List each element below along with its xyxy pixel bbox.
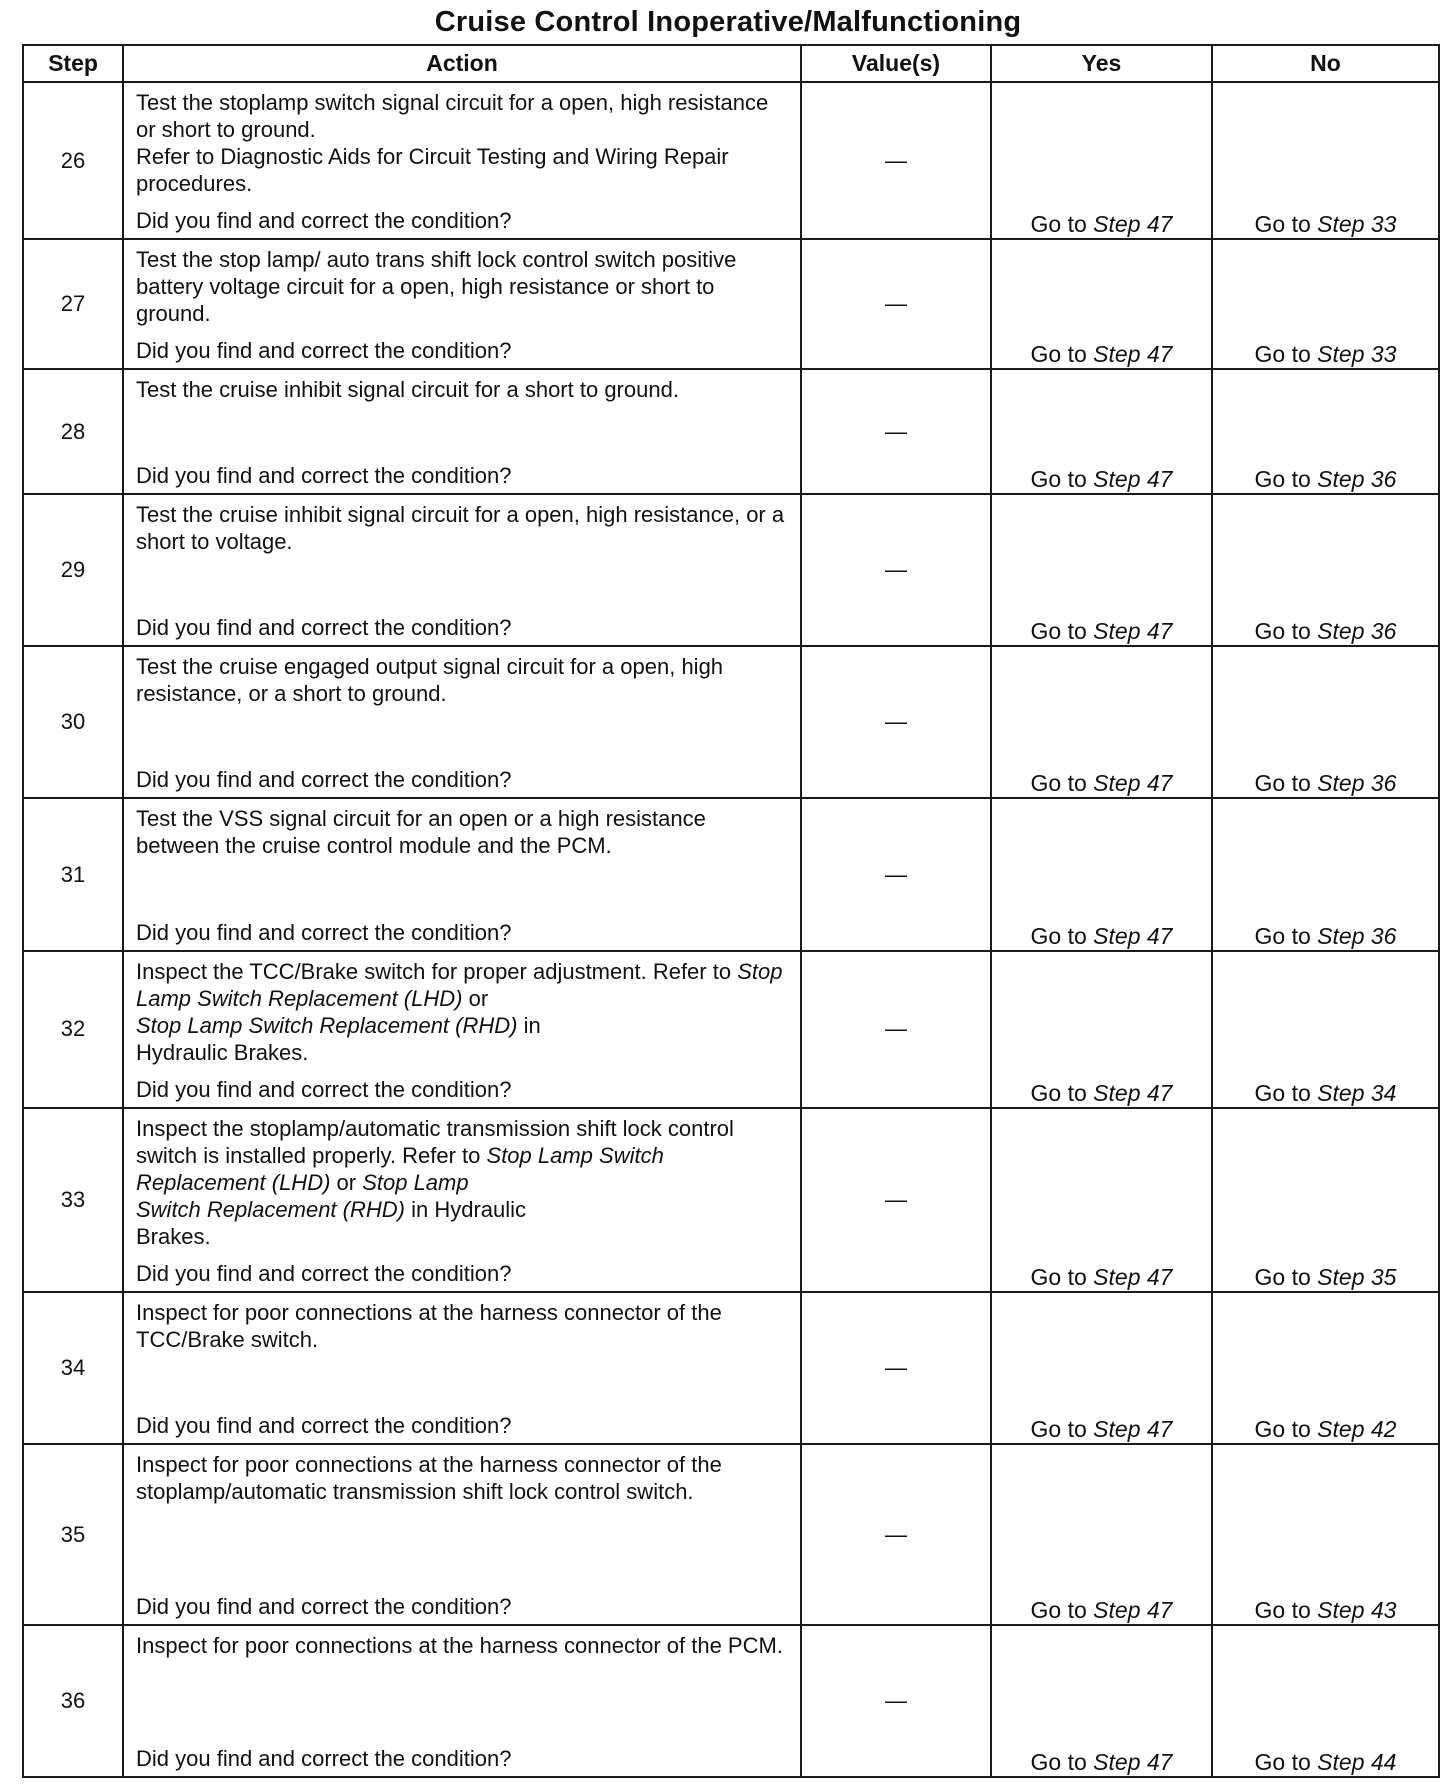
no-cell [1212, 1108, 1439, 1292]
yes-cell [991, 494, 1212, 646]
no-step-reference: Step 44 [1317, 1749, 1397, 1775]
no-step-reference: Step 36 [1317, 466, 1397, 493]
value-cell: — [801, 1625, 991, 1777]
action-question: Did you find and correct the condition? [136, 1261, 512, 1287]
action-question: Did you find and correct the condition? [136, 338, 512, 364]
no-cell [1212, 239, 1439, 369]
table-row [23, 646, 1439, 798]
yes-go-to-label: Go to [1030, 1596, 1094, 1623]
yes-cell [991, 1108, 1212, 1292]
action-question: Did you find and correct the condition? [136, 1746, 512, 1771]
action-segment: Inspect for poor connections at the harness connector of the stoplamp/automatic transmission shift lock control switch. [136, 1452, 722, 1505]
header-values: Value(s) [801, 45, 991, 82]
action-text [136, 653, 790, 741]
step-number: 35 [23, 1444, 123, 1624]
yes-cell [991, 1292, 1212, 1444]
table-row [23, 369, 1439, 494]
action-segment: in Hydraulic [404, 1196, 527, 1222]
yes-step-reference: Step 47 [1093, 770, 1173, 797]
yes-step-reference: Step 47 [1093, 618, 1173, 645]
yes-cell [991, 798, 1212, 950]
no-step-reference: Step 36 [1317, 618, 1397, 645]
value-cell: — [801, 239, 991, 369]
value-cell: — [801, 1292, 991, 1444]
action-question: Did you find and correct the condition? [136, 1076, 512, 1102]
action-segment: Inspect the stoplamp/automatic transmission shift lock control switch is installed properly. Refer to [136, 1115, 734, 1168]
table-row [23, 1625, 1439, 1777]
action-text [136, 501, 790, 589]
table-row [23, 494, 1439, 646]
table-row [23, 951, 1439, 1108]
yes-step-reference: Step 47 [1093, 922, 1173, 949]
no-go-to-label: Go to [1254, 922, 1318, 949]
yes-cell [991, 239, 1212, 369]
action-cell [123, 1444, 801, 1624]
yes-go-to-label: Go to [1030, 770, 1094, 797]
diagnostic-table [22, 44, 1440, 1778]
yes-go-to-label: Go to [1030, 1079, 1094, 1106]
yes-cell [991, 1625, 1212, 1777]
no-go-to-label: Go to [1254, 1416, 1318, 1443]
page-title: Cruise Control Inoperative/Malfunctioning [434, 6, 1022, 38]
step-number: 34 [23, 1292, 123, 1444]
yes-go-to-label: Go to [1030, 1749, 1094, 1775]
table-header-row [23, 45, 1439, 82]
no-go-to-label: Go to [1254, 1079, 1318, 1106]
yes-step-reference: Step 47 [1093, 466, 1173, 493]
no-cell [1212, 798, 1439, 950]
step-number: 28 [23, 369, 123, 494]
value-cell: — [801, 369, 991, 494]
no-step-reference: Step 33 [1317, 341, 1397, 368]
no-cell [1212, 1625, 1439, 1777]
yes-cell [991, 369, 1212, 494]
no-cell [1212, 951, 1439, 1108]
no-cell [1212, 1292, 1439, 1444]
action-question: Did you find and correct the condition? [136, 1593, 512, 1619]
yes-step-reference: Step 47 [1093, 1416, 1173, 1443]
no-cell [1212, 646, 1439, 798]
no-cell [1212, 369, 1439, 494]
action-cell [123, 1292, 801, 1444]
action-segment: Test the stoplamp switch signal circuit for a open, high resistance or short to ground. [136, 90, 769, 142]
action-cell [123, 798, 801, 950]
value-cell: — [801, 82, 991, 239]
no-go-to-label: Go to [1254, 1264, 1318, 1291]
yes-go-to-label: Go to [1030, 466, 1094, 493]
action-segment: or [330, 1169, 363, 1195]
no-step-reference: Step 35 [1317, 1264, 1397, 1291]
no-go-to-label: Go to [1254, 770, 1318, 797]
action-segment: Test the cruise inhibit signal circuit for a short to ground. [136, 377, 679, 403]
no-go-to-label: Go to [1254, 466, 1318, 493]
reference-title: Stop Lamp Switch Replacement (RHD) [136, 1012, 518, 1038]
yes-step-reference: Step 47 [1093, 211, 1173, 238]
step-number: 26 [23, 82, 123, 239]
yes-step-reference: Step 47 [1093, 1596, 1173, 1623]
no-cell [1212, 82, 1439, 239]
no-step-reference: Step 33 [1317, 211, 1397, 238]
table-row [23, 82, 1439, 239]
value-cell: — [801, 1444, 991, 1624]
action-segment: in [517, 1012, 541, 1038]
no-cell [1212, 494, 1439, 646]
action-text [136, 376, 790, 437]
header-action: Action [123, 45, 801, 82]
reference-title: Switch Replacement (RHD) [136, 1196, 405, 1222]
action-question: Did you find and correct the condition? [136, 615, 512, 641]
action-question: Did you find and correct the condition? [136, 1413, 512, 1439]
value-cell: — [801, 494, 991, 646]
table-row [23, 239, 1439, 369]
reference-title: Stop Lamp [362, 1169, 469, 1195]
action-segment: or [462, 985, 489, 1011]
action-segment: Test the VSS signal circuit for an open or a high resistance between the cruise control module and the PCM. [136, 806, 706, 859]
action-cell [123, 82, 801, 239]
action-segment: Inspect the TCC/Brake switch for proper adjustment. Refer to [136, 958, 738, 984]
step-number: 27 [23, 239, 123, 369]
yes-go-to-label: Go to [1030, 341, 1094, 368]
action-text [136, 1451, 790, 1539]
action-text [136, 805, 790, 893]
no-go-to-label: Go to [1254, 341, 1318, 368]
action-question: Did you find and correct the condition? [136, 919, 512, 945]
header-no: No [1212, 45, 1439, 82]
yes-go-to-label: Go to [1030, 1264, 1094, 1291]
action-segment: Hydraulic Brakes. [136, 1039, 309, 1065]
no-step-reference: Step 43 [1317, 1596, 1397, 1623]
action-text [136, 1299, 790, 1387]
yes-cell [991, 646, 1212, 798]
action-segment: Inspect for poor connections at the harness connector of the TCC/Brake switch. [136, 1300, 722, 1353]
action-cell [123, 494, 801, 646]
table-row [23, 1108, 1439, 1292]
value-cell: — [801, 798, 991, 950]
header-yes: Yes [991, 45, 1212, 82]
action-question: Did you find and correct the condition? [136, 767, 512, 793]
step-number: 33 [23, 1108, 123, 1292]
action-cell [123, 646, 801, 798]
yes-step-reference: Step 47 [1093, 1264, 1173, 1291]
action-segment: Test the cruise inhibit signal circuit for a open, high resistance, or a short to voltage. [136, 502, 785, 555]
yes-go-to-label: Go to [1030, 618, 1094, 645]
value-cell: — [801, 951, 991, 1108]
no-step-reference: Step 34 [1317, 1079, 1397, 1106]
reference-title: Stop Lamp Switch Replacement (LHD) [136, 958, 783, 1011]
action-cell [123, 369, 801, 494]
yes-step-reference: Step 47 [1093, 1079, 1173, 1106]
no-step-reference: Step 36 [1317, 922, 1397, 949]
action-segment: Test the cruise engaged output signal circuit for a open, high resistance, or a short to ground. [136, 654, 724, 707]
yes-cell [991, 1444, 1212, 1624]
yes-step-reference: Step 47 [1093, 341, 1173, 368]
yes-go-to-label: Go to [1030, 922, 1094, 949]
table-row [23, 798, 1439, 950]
action-text [136, 1632, 790, 1693]
action-segment: Test the stop lamp/ auto trans shift lock control switch positive battery voltage circuit for a open, high resistance or short to ground. [136, 247, 737, 327]
no-step-reference: Step 42 [1317, 1416, 1397, 1443]
no-go-to-label: Go to [1254, 211, 1318, 238]
table-row [23, 1444, 1439, 1624]
yes-go-to-label: Go to [1030, 211, 1094, 238]
table-row [23, 1292, 1439, 1444]
value-cell: — [801, 1108, 991, 1292]
action-cell [123, 1108, 801, 1292]
step-number: 32 [23, 951, 123, 1108]
yes-cell [991, 951, 1212, 1108]
yes-go-to-label: Go to [1030, 1416, 1094, 1443]
action-segment: Refer to Diagnostic Aids for Circuit Testing and Wiring Repair procedures. [136, 144, 729, 196]
no-go-to-label: Go to [1254, 618, 1318, 645]
step-number: 30 [23, 646, 123, 798]
yes-cell [991, 82, 1212, 239]
action-cell [123, 1625, 801, 1777]
step-number: 36 [23, 1625, 123, 1777]
no-cell [1212, 1444, 1439, 1624]
action-segment: Brakes. [136, 1223, 211, 1249]
step-number: 29 [23, 494, 123, 646]
action-question: Did you find and correct the condition? [136, 463, 512, 489]
action-question: Did you find and correct the condition? [136, 208, 512, 234]
action-cell [123, 239, 801, 369]
action-segment: Inspect for poor connections at the harness connector of the PCM. [136, 1632, 783, 1658]
header-step: Step [23, 45, 123, 82]
yes-step-reference: Step 47 [1093, 1749, 1173, 1775]
action-text [136, 1115, 790, 1284]
reference-title: Stop Lamp Switch Replacement (LHD) [136, 1142, 664, 1195]
action-cell [123, 951, 801, 1108]
step-number: 31 [23, 798, 123, 950]
no-go-to-label: Go to [1254, 1596, 1318, 1623]
no-step-reference: Step 36 [1317, 770, 1397, 797]
no-go-to-label: Go to [1254, 1749, 1318, 1775]
value-cell: — [801, 646, 991, 798]
